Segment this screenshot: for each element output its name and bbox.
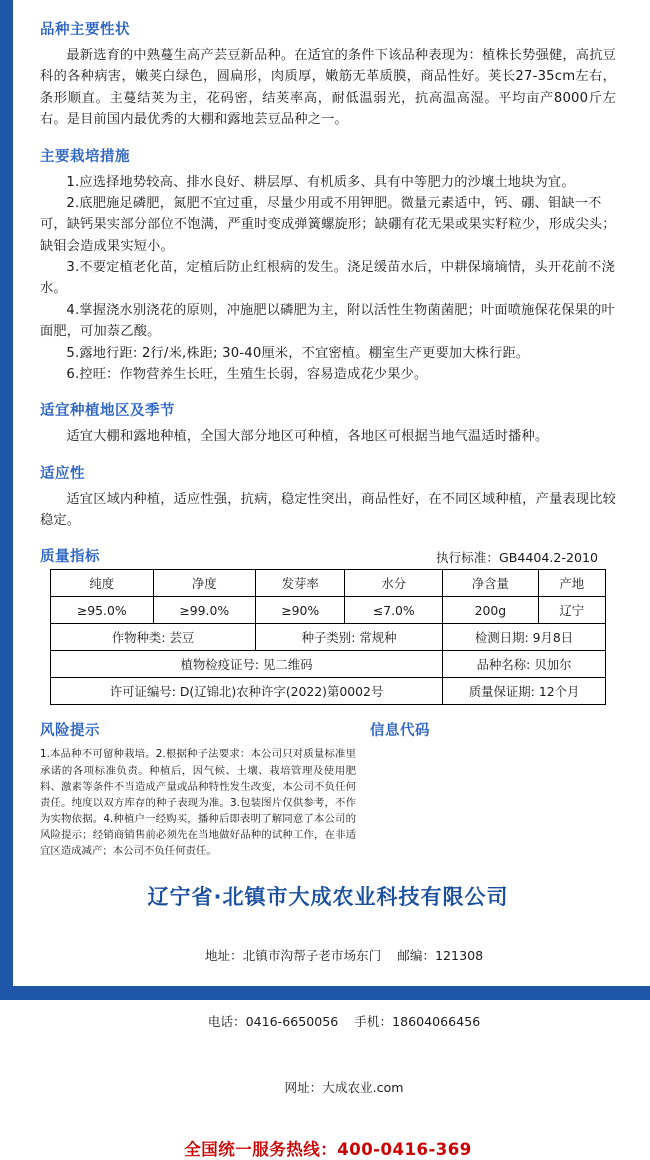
table-header-cell: 净含量 — [443, 570, 538, 597]
table-cell: ≥99.0% — [153, 597, 256, 624]
address-label: 地址： — [204, 948, 243, 964]
seed-category-label: 种子类别: — [301, 630, 356, 646]
quality-standard: 执行标准：GB4404.2-2010 — [435, 550, 598, 566]
contact-block — [40, 923, 616, 1121]
section-adaptability-body: 适宜区域内种植，适应性强，抗病，稳定性突出，商品性好，在不同区域种植，产量表现比较稳定。 — [40, 491, 616, 528]
mobile-value: 18604066456 — [392, 1014, 481, 1030]
license-number-cell — [51, 678, 443, 705]
mobile-label: 手机： — [354, 1014, 393, 1030]
table-row — [51, 570, 606, 597]
section-traits-title: 品种主要性状 — [40, 22, 130, 38]
table-row — [51, 597, 606, 624]
website-label: 网址： — [284, 1080, 323, 1096]
phone-value: 0416-6650056 — [245, 1014, 339, 1030]
section-quality — [40, 545, 616, 705]
quarantine-cert-value: 见二维码 — [263, 657, 313, 673]
table-row — [51, 624, 606, 651]
table-row — [51, 651, 606, 678]
phone-label: 电话： — [207, 1014, 246, 1030]
table-header-cell: 发芽率 — [256, 570, 345, 597]
test-date-label: 检测日期: — [474, 630, 529, 646]
address-row — [40, 923, 616, 989]
test-date-value: 9月8日 — [532, 630, 574, 646]
table-header-cell: 净度 — [153, 570, 256, 597]
seed-category-value: 常规种 — [359, 630, 397, 646]
crop-type-label: 作物种类: — [111, 630, 166, 646]
table-cell: ≤7.0% — [345, 597, 443, 624]
section-risk-title: 风险提示 — [40, 723, 100, 740]
table-cell: 辽宁 — [538, 597, 605, 624]
license-number-value: D(辽锦北)农种许字(2022)第0002号 — [179, 684, 384, 700]
website-row — [40, 1055, 616, 1121]
section-infocode-title: 信息代码 — [370, 723, 430, 740]
table-cell: ≥95.0% — [51, 597, 154, 624]
crop-type-value: 芸豆 — [169, 630, 195, 646]
quarantine-cert-cell — [51, 651, 443, 678]
postcode-value: 121308 — [435, 948, 484, 964]
section-adaptability-title: 适应性 — [40, 465, 85, 482]
table-header-cell: 产地 — [538, 570, 605, 597]
hotline: 全国统一服务热线：400-0416-369 — [184, 1139, 472, 1159]
table-header-cell: 纯度 — [51, 570, 154, 597]
quality-header-row — [40, 545, 616, 565]
section-region-body: 适宜大棚和露地种植，全国大部分地区可种植，各地区可根据当地气温适时播种。 — [66, 429, 549, 445]
section-region-title: 适宜种植地区及季节 — [40, 403, 175, 420]
variety-name-value: 贝加尔 — [534, 657, 572, 673]
section-region — [40, 399, 616, 447]
variety-name-cell — [443, 651, 606, 678]
postcode-label: 邮编： — [397, 948, 436, 964]
quarantine-cert-label: 植物检疫证号: — [180, 657, 260, 673]
warranty-label: 质量保证期: — [468, 684, 535, 700]
variety-name-label: 品种名称: — [476, 657, 531, 673]
table-cell: ≥90% — [256, 597, 345, 624]
quality-table — [50, 569, 606, 705]
warranty-cell — [443, 678, 606, 705]
section-cultivation — [40, 145, 616, 386]
section-cultivation-title: 主要栽培措施 — [40, 148, 130, 165]
warranty-value: 12个月 — [538, 684, 580, 700]
crop-type-cell — [51, 624, 256, 651]
seed-category-cell — [256, 624, 443, 651]
address-value: 北镇市沟帮子老市场东门 — [242, 948, 382, 964]
list-item: 4.掌握浇水别浇花的原则，冲施肥以磷肥为主，附以活性生物菌菌肥；叶面喷施保花保果的叶面肥，可加萘乙酸。 — [40, 302, 615, 340]
table-header-cell: 水分 — [345, 570, 443, 597]
risk-and-infocode — [40, 719, 616, 859]
section-infocode — [370, 719, 610, 859]
list-item: 1.应选择地势较高、排水良好、耕层厚、有机质多、具有中等肥力的沙壤土地块为宜。 — [66, 174, 575, 190]
list-item: 3.不要定植老化苗，定植后防止红根病的发生。浇足缓苗水后，中耕保墒墒情，头开花前不浇水。 — [40, 260, 615, 297]
list-item: 6.控旺：作物营养生长旺，生殖生长弱，容易造成花少果少。 — [66, 366, 428, 382]
section-quality-title: 质量指标 — [40, 549, 100, 566]
list-item: 2.底肥施足磷肥，氮肥不宜过重，尽量少用或不用钾肥。微量元素适中，钙、硼、钼缺一不可，缺钙果实部分部位不饱满，严重时变成弹簧螺旋形；缺硼有花无果或果实籽粒少，形成尖头；缺钼会造成果实短小。 — [40, 195, 616, 254]
left-accent-bar — [0, 0, 13, 1000]
company-name: 辽宁省·北镇市大成农业科技有限公司 — [147, 885, 509, 910]
table-row — [51, 678, 606, 705]
bottom-accent-bar — [0, 986, 650, 1000]
license-number-label: 许可证编号: — [109, 684, 176, 700]
section-traits — [40, 18, 616, 131]
section-risk — [40, 719, 370, 859]
section-traits-body: 最新选育的中熟蔓生高产芸豆新品种。在适宜的条件下该品种表现为：植株长势强健，高抗豆科的各种病害，嫩荚白绿色，圆扁形，肉质厚，嫩筋无革质膜，商品性好。荚长27-35cm左右，条形顺直。主蔓结荚为主，花码密，结荚率高，耐低温弱光，抗高温高湿。平均亩产8000斤左右。是目前国内最优秀的大棚和露地芸豆品种之一。 — [40, 48, 616, 128]
cultivation-list — [40, 172, 616, 386]
test-date-cell — [443, 624, 606, 651]
list-item: 5.露地行距: 2行/米,株距; 30-40厘米，不宜密植。棚室生产更要加大株行距。 — [66, 345, 530, 361]
section-adaptability — [40, 462, 616, 532]
section-risk-body: 1.本品种不可留种栽培。2.根据种子法要求：本公司只对质量标准里承诺的各项标准负责。种植后，因气候、土壤、栽培管理及使用肥料、激素等条件不当造成产量或品种特性发生改变，本公司不负任何责任。纯度以双方库存的种子表现为准。3.包装图片仅供参考，不作为实物依据。4.种植户一经购买，播种后即表明了解同意了本公司的风险提示；经销商销售前必须先在当地做好品种的试种工作，在非适宜区造成减产；本公司不负任何责任。 — [40, 748, 356, 858]
website-value: 大成农业.com — [322, 1080, 404, 1096]
table-cell: 200g — [443, 597, 538, 624]
